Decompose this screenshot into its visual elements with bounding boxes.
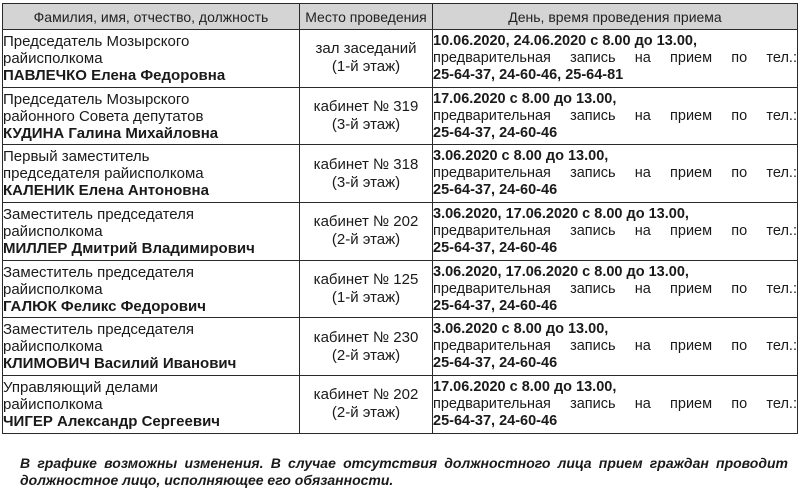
place-cell	[300, 318, 433, 376]
phone-numbers: 25-64-37, 24-60-46	[433, 182, 558, 199]
place-cell	[300, 260, 433, 318]
official-cell	[3, 203, 300, 261]
place-cell	[300, 145, 433, 203]
schedule-cell	[433, 145, 798, 203]
phone-numbers: 25-64-37, 24-60-46, 25-64-81	[433, 66, 624, 83]
official-name: ЧИГЕР Александр Сергеевич	[3, 412, 221, 430]
official-position: Первый заместитель	[3, 148, 150, 166]
table-row	[3, 87, 798, 145]
place-room: кабинет № 319	[313, 98, 419, 116]
appointment-note: предварительная запись на прием по тел.:	[433, 338, 797, 355]
header-date-time: День, время проведения приема	[433, 4, 798, 30]
official-name: КУДИНА Галина Михайловна	[3, 124, 219, 142]
appointment-note: предварительная запись на прием по тел.:	[433, 395, 797, 412]
official-position: райисполкома	[3, 49, 103, 67]
place-room: кабинет № 202	[313, 386, 419, 404]
official-name: МИЛЛЕР Дмитрий Владимирович	[3, 239, 255, 257]
official-position: Управляющий делами	[3, 378, 159, 396]
table-row	[3, 30, 798, 88]
table-body	[3, 30, 798, 434]
place-floor: (1-й этаж)	[331, 58, 401, 76]
place-floor: (1-й этаж)	[331, 289, 401, 307]
appointment-note: предварительная запись на прием по тел.:	[433, 165, 797, 182]
place-cell	[300, 87, 433, 145]
footer-note: В графике возможны изменения. В случае отсутствия должностного лица прием граждан проводит должностное лицо, исполняющее его обязанности.	[20, 455, 788, 488]
official-name: КАЛЕНИК Елена Антоновна	[3, 182, 209, 200]
schedule-cell	[433, 203, 798, 261]
reception-schedule-table	[2, 3, 798, 434]
place-floor: (2-й этаж)	[331, 404, 401, 422]
reception-dates: 17.06.2020 с 8.00 до 13.00,	[433, 90, 617, 107]
appointment-note: предварительная запись на прием по тел.:	[433, 222, 797, 239]
phone-numbers: 25-64-37, 24-60-46	[433, 297, 558, 314]
official-position: районного Совета депутатов	[3, 107, 204, 125]
official-position: райисполкома	[3, 395, 103, 413]
place-floor: (2-й этаж)	[331, 346, 401, 364]
official-position: Заместитель председателя	[3, 263, 195, 281]
appointment-note: предварительная запись на прием по тел.:	[433, 49, 797, 66]
official-position: райисполкома	[3, 280, 103, 298]
appointment-note: предварительная запись на прием по тел.:	[433, 280, 797, 297]
official-name: ГАЛЮК Феликс Федорович	[3, 297, 206, 315]
header-name-position: Фамилия, имя, отчество, должность	[3, 4, 300, 30]
schedule-cell	[433, 87, 798, 145]
place-room: кабинет № 318	[313, 155, 419, 173]
official-position: Председатель Мозырского	[3, 90, 190, 108]
phone-numbers: 25-64-37, 24-60-46	[433, 355, 558, 372]
official-position: Заместитель председателя	[3, 321, 195, 339]
reception-dates: 17.06.2020 с 8.00 до 13.00,	[433, 378, 617, 395]
schedule-cell	[433, 260, 798, 318]
official-position: Председатель Мозырского	[3, 32, 190, 50]
reception-dates: 3.06.2020, 17.06.2020 с 8.00 до 13.00,	[433, 205, 689, 222]
official-name: ПАВЛЕЧКО Елена Федоровна	[3, 66, 226, 84]
official-cell	[3, 318, 300, 376]
table-header-row	[3, 4, 798, 30]
reception-dates: 3.06.2020 с 8.00 до 13.00,	[433, 148, 609, 165]
official-position: председателя райисполкома	[3, 165, 204, 183]
appointment-note: предварительная запись на прием по тел.:	[433, 107, 797, 124]
place-floor: (3-й этаж)	[331, 116, 401, 134]
place-cell	[300, 376, 433, 434]
reception-dates: 3.06.2020 с 8.00 до 13.00,	[433, 321, 609, 338]
table-row	[3, 145, 798, 203]
place-room: зал заседаний	[315, 40, 417, 58]
phone-numbers: 25-64-37, 24-60-46	[433, 239, 558, 256]
place-room: кабинет № 230	[313, 328, 419, 346]
official-cell	[3, 145, 300, 203]
schedule-cell	[433, 318, 798, 376]
phone-numbers: 25-64-37, 24-60-46	[433, 412, 558, 429]
official-cell	[3, 87, 300, 145]
place-cell	[300, 30, 433, 88]
table-row	[3, 260, 798, 318]
place-room: кабинет № 125	[313, 271, 419, 289]
place-room: кабинет № 202	[313, 213, 419, 231]
official-name: КЛИМОВИЧ Василий Иванович	[3, 355, 237, 373]
official-cell	[3, 30, 300, 88]
table-row	[3, 376, 798, 434]
reception-dates: 10.06.2020, 24.06.2020 с 8.00 до 13.00,	[433, 32, 697, 49]
reception-dates: 3.06.2020, 17.06.2020 с 8.00 до 13.00,	[433, 263, 689, 280]
official-cell	[3, 260, 300, 318]
official-position: райисполкома	[3, 222, 103, 240]
table-row	[3, 318, 798, 376]
place-floor: (3-й этаж)	[331, 173, 401, 191]
official-cell	[3, 376, 300, 434]
place-floor: (2-й этаж)	[331, 231, 401, 249]
header-place: Место проведения	[300, 4, 433, 30]
place-cell	[300, 203, 433, 261]
phone-numbers: 25-64-37, 24-60-46	[433, 124, 558, 141]
official-position: Заместитель председателя	[3, 205, 195, 223]
schedule-cell	[433, 30, 798, 88]
schedule-cell	[433, 376, 798, 434]
table-row	[3, 203, 798, 261]
official-position: райисполкома	[3, 338, 103, 356]
